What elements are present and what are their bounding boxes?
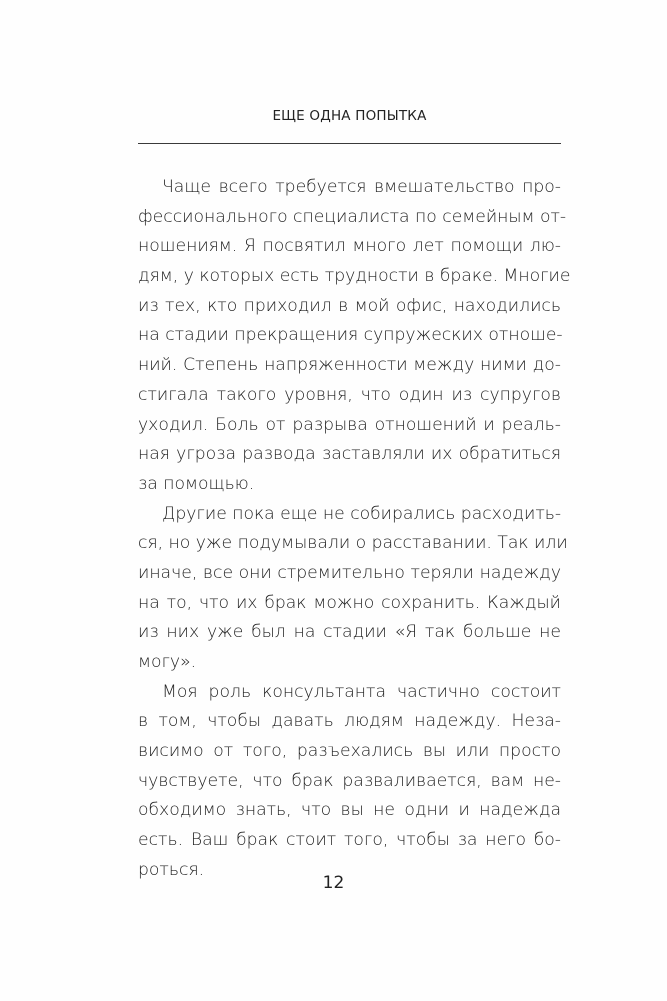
text-line: ся, но уже подумывали о расставании. Так или (138, 533, 568, 554)
text-line: уходил. Боль от разрыва отношений и реаль- (138, 414, 561, 435)
text-line: фессионального специалиста по семейным от- (138, 206, 567, 227)
text-line: иначе, все они стремительно теряли надежду (138, 562, 561, 583)
text-line: висимо от того, разъехались вы или просто (138, 741, 561, 762)
page-number: 12 (322, 873, 345, 893)
text-line: есть. Ваш брак стоит того, чтобы за него бо- (138, 830, 561, 851)
text-line: из тех, кто приходил в мой офис, находились (138, 295, 561, 316)
text-line: ний. Степень напряженности между ними до- (138, 355, 561, 376)
text-line: дям, у которых есть трудности в браке. Многие (138, 266, 571, 287)
header-divider (138, 143, 561, 144)
text-line: ная угроза развода заставляли их обратиться (138, 444, 561, 465)
text-line: Моя роль консультанта частично состоит (162, 681, 561, 702)
text-line: чувствуете, что брак разваливается, вам не- (138, 770, 561, 791)
text-line: за помощью. (138, 473, 255, 494)
paragraph-2 (138, 500, 568, 678)
text-line: в том, чтобы давать людям надежду. Неза- (138, 711, 561, 732)
text-line: Другие пока еще не собирались расходить- (162, 503, 562, 524)
text-line: из них уже был на стадии «Я так больше не (138, 622, 561, 643)
text-line: роться. (138, 859, 205, 880)
paragraph-3 (138, 678, 561, 886)
text-line: могу». (138, 652, 197, 672)
running-head-title: ЕЩЕ ОДНА ПОПЫТКА (272, 108, 427, 124)
body-text (138, 173, 571, 886)
text-line: на то, что их брак можно сохранить. Каждый (138, 592, 561, 613)
text-line: ношениям. Я посвятил много лет помощи лю- (138, 236, 561, 257)
paragraph-1 (138, 173, 571, 500)
text-line: стигала такого уровня, что один из супругов (138, 384, 561, 405)
text-line: на стадии прекращения супружеских отноше- (138, 325, 563, 346)
text-line: обходимо знать, что вы не одни и надежда (138, 800, 561, 821)
text-line: Чаще всего требуется вмешательство про- (162, 177, 561, 197)
